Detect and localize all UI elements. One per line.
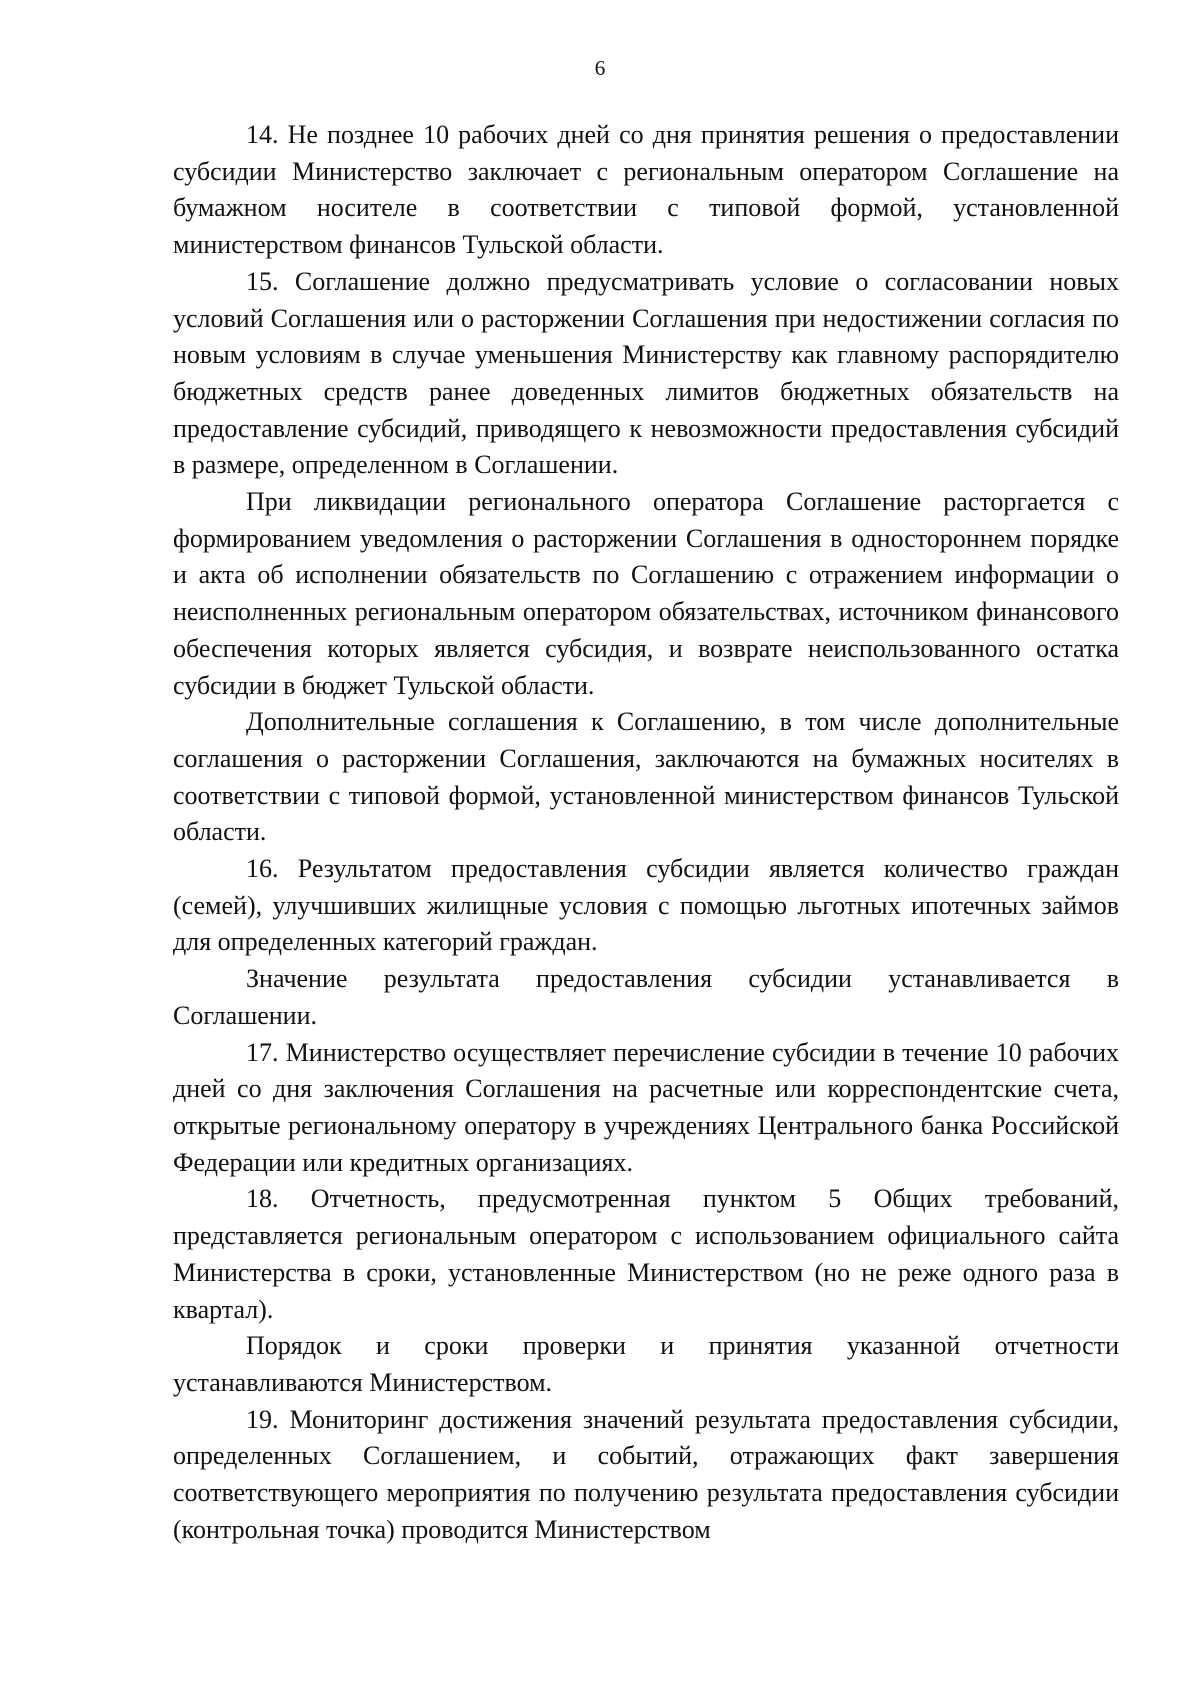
paragraph-liquidation: При ликвидации регионального оператора Соглашение расторгается с формированием уведомления о расторжении Соглашения в одностороннем порядке и акта об исполнении обязательств по Соглашению с отражением информации о неисполненных региональным оператором обязательствах, источником финансового обеспечения которых является субсидия, и возврате неиспользованного остатка субсидии в бюджет Тульской области. xyxy=(173,487,1119,700)
paragraph-reporting-procedure: Порядок и сроки проверки и принятия указанной отчетности устанавливаются Министерством. xyxy=(173,1331,1119,1397)
paragraph-clause-19: 19. Мониторинг достижения значений результата предоставления субсидии, определенных Соглашением, и событий, отражающих факт завершения соответствующего мероприятия по получению результата предоставления субсидии (контрольная точка) проводится Министерством xyxy=(173,1404,1119,1544)
paragraph-clause-15: 15. Соглашение должно предусматривать условие о согласовании новых условий Соглашения или о расторжении Соглашения при недостижении согласия по новым условиям в случае уменьшения Министерству как главному распорядителю бюджетных средств ранее доведенных лимитов бюджетных обязательств на предоставление субсидий, приводящего к невозможности предоставления субсидий в размере, определенном в Соглашении. xyxy=(173,266,1119,480)
page-number: 6 xyxy=(594,56,606,80)
document-body xyxy=(173,117,1119,1548)
paragraph-clause-18: 18. Отчетность, предусмотренная пунктом 5 Общих требований, представляется региональным оператором с использованием официального сайта Министерства в сроки, установленные Министерством (но не реже одного раза в квартал). xyxy=(173,1184,1119,1324)
paragraph-additional-agreements: Дополнительные соглашения к Соглашению, в том числе дополнительные соглашения о расторжении Соглашения, заключаются на бумажных носителях в соответствии с типовой формой, установленной министерством финансов Тульской области. xyxy=(173,707,1119,847)
paragraph-result-value: Значение результата предоставления субсидии устанавливается в Соглашении. xyxy=(173,964,1119,1030)
paragraph-clause-14: 14. Не позднее 10 рабочих дней со дня принятия решения о предоставлении субсидии Министерство заключает с региональным оператором Соглашение на бумажном носителе в соответствии с типовой формой, установленной министерством финансов Тульской области. xyxy=(173,120,1119,260)
paragraph-clause-16: 16. Результатом предоставления субсидии является количество граждан (семей), улучшивших жилищные условия с помощью льготных ипотечных займов для определенных категорий граждан. xyxy=(173,854,1119,957)
paragraph-clause-17: 17. Министерство осуществляет перечисление субсидии в течение 10 рабочих дней со дня заключения Соглашения на расчетные или корреспондентские счета, открытые региональному оператору в учреждениях Центрального банка Российской Федерации или кредитных организациях. xyxy=(173,1037,1119,1177)
